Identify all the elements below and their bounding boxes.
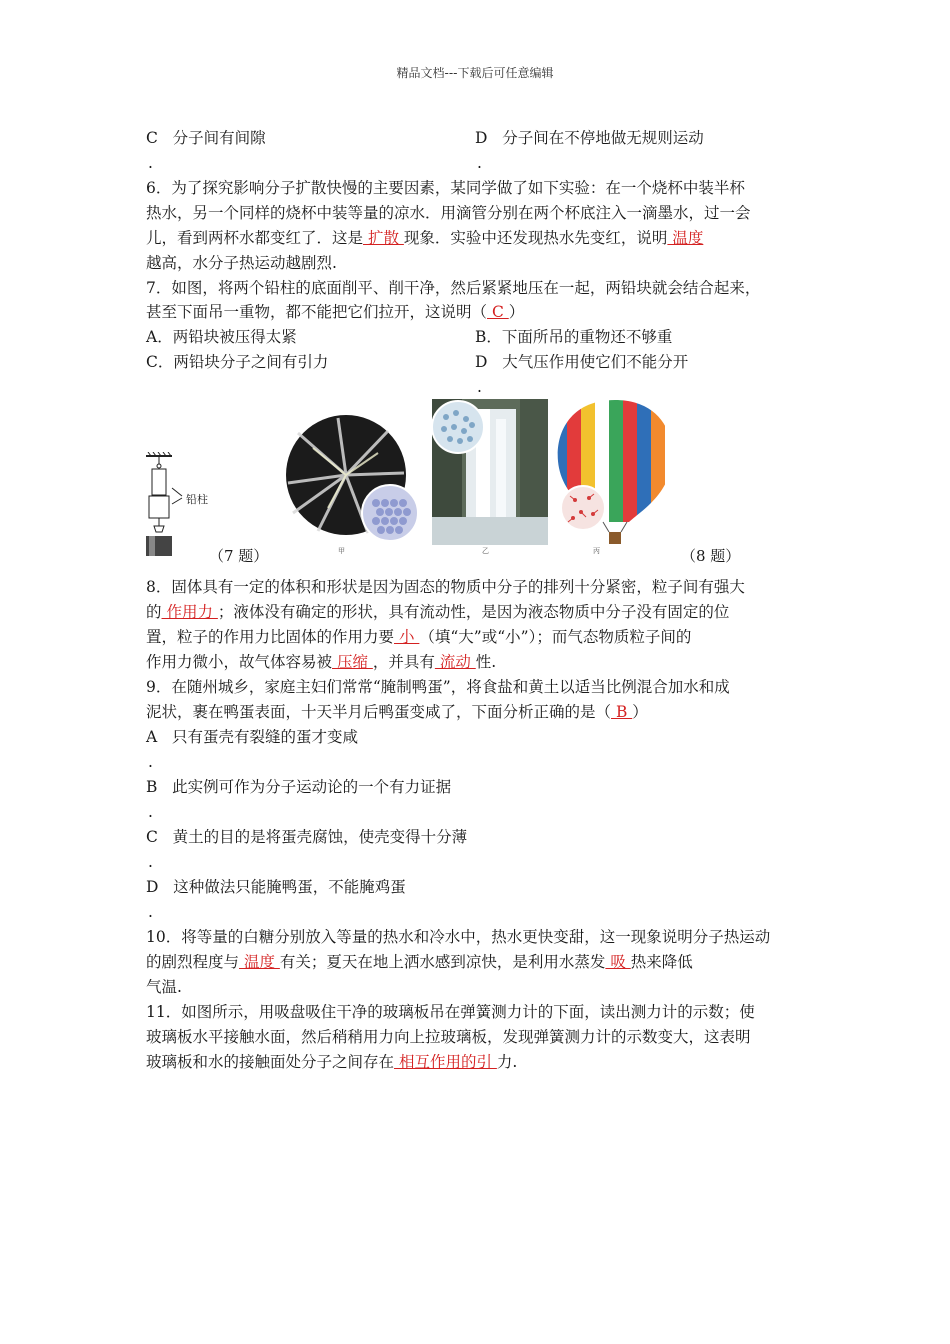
label-jia: 甲 bbox=[338, 547, 345, 555]
answer-blank: C bbox=[487, 303, 509, 321]
answer-blank: 小 bbox=[394, 628, 420, 646]
q6-line3: 儿，看到两杯水都变红了．这是 扩散 现象．实验中还发现热水先变红，说明 温度 bbox=[146, 229, 704, 247]
dot: . bbox=[148, 154, 153, 172]
page-header: 精品文档---下载后可任意编辑 bbox=[396, 66, 554, 80]
q8-line4: 作用力微小，故气体容易被 压缩 ，并具有 流动 性. bbox=[146, 653, 497, 671]
q9-option-a: A 只有蛋壳有裂缝的蛋才变咸 bbox=[146, 728, 358, 746]
q11-line1: 11．如图所示，用吸盘吸住干净的玻璃板吊在弹簧测力计的下面，读出测力计的示数；使 bbox=[146, 1003, 755, 1021]
figure-caption-8: （8 题） bbox=[681, 547, 741, 565]
q6-line1: 6．为了探究影响分子扩散快慢的主要因素，某同学做了如下实验：在一个烧杯中装半杯 bbox=[146, 179, 745, 197]
q8-line3: 置，粒子的作用力比固体的作用力要 小 （填“大”或“小”）；而气态物质粒子间的 bbox=[146, 628, 692, 646]
answer-blank: B bbox=[611, 703, 633, 721]
q6-line4: 越高，水分子热运动越剧烈. bbox=[146, 254, 337, 272]
answer-blank: 吸 bbox=[605, 953, 631, 971]
q9-option-d: D 这种做法只能腌鸭蛋，不能腌鸡蛋 bbox=[146, 878, 406, 896]
dot: . bbox=[477, 378, 482, 396]
answer-blank: 压缩 bbox=[332, 653, 373, 671]
q5-option-c: C 分子间有间隙 bbox=[146, 129, 266, 147]
q5-option-d: D 分子间在不停地做无规则运动 bbox=[475, 129, 704, 147]
dot: . bbox=[477, 154, 482, 172]
dot: . bbox=[148, 803, 153, 821]
q8-line1: 8．固体具有一定的体积和形状是因为固态的物质中分子的排列十分紧密，粒子间有强大 bbox=[146, 578, 745, 596]
q6-line2: 热水，另一个同样的烧杯中装等量的凉水．用滴管分别在两个杯底注入一滴墨水，过一会 bbox=[146, 204, 751, 222]
answer-blank: 温度 bbox=[239, 953, 280, 971]
waterfall-figure bbox=[432, 399, 548, 545]
q10-line3: 气温. bbox=[146, 978, 182, 996]
crystal-figure bbox=[268, 413, 424, 543]
figure-caption-7: （7 题） bbox=[209, 547, 269, 565]
dot: . bbox=[148, 903, 153, 921]
lead-cylinder-figure bbox=[140, 452, 220, 560]
q10-line2: 的剧烈程度与 温度 有关；夏天在地上洒水感到凉快，是利用水蒸发 吸 热来降低 bbox=[146, 953, 693, 971]
dot: . bbox=[148, 753, 153, 771]
q11-line2: 玻璃板水平接触水面，然后稍稍用力向上拉玻璃板，发现弹簧测力计的示数变大，这表明 bbox=[146, 1028, 751, 1046]
dot: . bbox=[148, 853, 153, 871]
q7-option-a: A．两铅块被压得太紧 bbox=[146, 328, 297, 346]
q10-line1: 10．将等量的白糖分别放入等量的热水和冷水中，热水更快变甜，这一现象说明分子热运动 bbox=[146, 928, 771, 946]
answer-blank: 相互作用的引 bbox=[394, 1053, 497, 1071]
answer-blank: 温度 bbox=[667, 229, 704, 247]
label-yi: 乙 bbox=[482, 547, 489, 555]
lead-label: 铅柱 bbox=[186, 493, 208, 506]
q8-line2: 的 作用力 ；液体没有确定的形状，具有流动性，是因为液态物质中分子没有固定的位 bbox=[146, 603, 730, 621]
answer-blank: 作用力 bbox=[161, 603, 218, 621]
q7-line1: 7．如图，将两个铅柱的底面削平、削干净，然后紧紧地压在一起，两铅块就会结合起来， bbox=[146, 279, 761, 297]
q9-line1: 9．在随州城乡，家庭主妇们常常“腌制鸭蛋”，将食盐和黄土以适当比例混合加水和成 bbox=[146, 678, 730, 696]
answer-blank: 流动 bbox=[434, 653, 476, 671]
q9-line2: 泥状，裹在鸭蛋表面，十天半月后鸭蛋变咸了，下面分析正确的是（ B ） bbox=[146, 703, 648, 721]
q7-option-c: C．两铅块分子之间有引力 bbox=[146, 353, 329, 371]
q11-line3: 玻璃板和水的接触面处分子之间存在 相互作用的引 力. bbox=[146, 1053, 518, 1071]
q9-option-c: C 黄土的目的是将蛋壳腐蚀，使壳变得十分薄 bbox=[146, 828, 468, 846]
q9-option-b: B 此实例可作为分子运动论的一个有力证据 bbox=[146, 778, 452, 796]
balloon-figure bbox=[553, 398, 677, 550]
label-bing: 丙 bbox=[593, 547, 600, 555]
q7-option-d: D 大气压作用使它们不能分开 bbox=[475, 353, 689, 371]
answer-blank: 扩散 bbox=[363, 229, 404, 247]
q7-line2: 甚至下面吊一重物，都不能把它们拉开，这说明（ C ） bbox=[146, 303, 525, 321]
q7-option-b: B．下面所吊的重物还不够重 bbox=[475, 328, 673, 346]
